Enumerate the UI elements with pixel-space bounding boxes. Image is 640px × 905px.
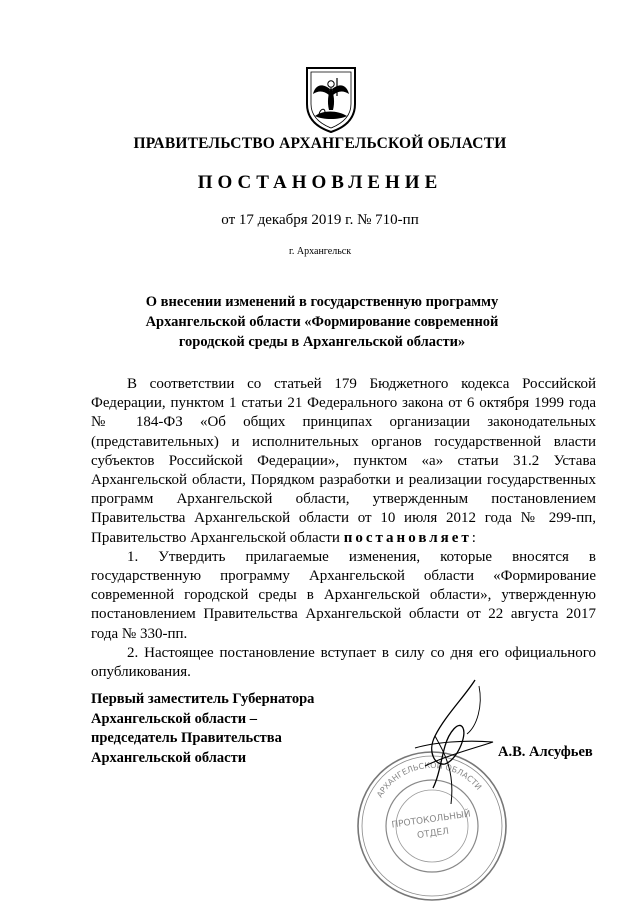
subject-line: О внесении изменений в государственную программу: [145, 294, 499, 310]
signatory-title-line: Архангельской области –: [91, 710, 257, 727]
signatory-title-line: Архангельской области: [91, 749, 247, 766]
document-type: ПОСТАНОВЛЕНИЕ: [197, 172, 443, 193]
signatory-title-line: председатель Правительства: [91, 730, 282, 746]
subject-line: городской среды в Архангельской области»: [178, 334, 466, 350]
subject-line: Архангельской области «Формирование современной: [145, 314, 499, 330]
document-subject: [120, 292, 524, 352]
seal-ring-textpath: АРХАНГЕЛЬСКОЙ ОБЛАСТИ: [375, 760, 484, 800]
signatory-title-line: Первый заместитель Губернатора: [91, 691, 315, 707]
preamble-text: В соответствии со статьей 179 Бюджетного кодекса Российской Федерации, пунктом 1 статьи 21 Федерального закона от 6 октября 1999 года № 184-ФЗ «Об общих принципах организации законодательных (представительных) и исполнительных органов государственной власти субъектов Российской Федерации», пунктом «а» статьи 31.2 Устава Архангельской области, Порядком разработки и реализации государственных программ Архангельской области, утвержденным постановлением Правительства Архангельской области от 10 июля 2012 года № 299-пп, Правительство Архангельской области: [91, 376, 596, 546]
decides-colon: :: [471, 529, 476, 546]
signatory-name: А.В. Алсуфьев: [498, 744, 593, 760]
coat-of-arms-emblem: [303, 64, 359, 134]
signatory-title: [91, 690, 314, 768]
document-body: [91, 375, 596, 682]
document-date-number: от 17 декабря 2019 г. № 710-пп: [221, 212, 419, 228]
decides-word: постановляет: [343, 529, 472, 546]
government-title: ПРАВИТЕЛЬСТВО АРХАНГЕЛЬСКОЙ ОБЛАСТИ: [133, 135, 507, 152]
handwritten-signature: [405, 676, 500, 811]
city-label: г. Архангельск: [288, 246, 352, 257]
item-1-paragraph: 1. Утвердить прилагаемые изменения, которые вносятся в государственную программу Архангельской области «Формирование современной городской среды в Архангельской области», утвержденную постановлением Правительства Архангельской области от 22 августа 2017 года № 330-пп.: [91, 548, 596, 642]
item-2-paragraph: 2. Настоящее постановление вступает в силу со дня его официального опубликования.: [91, 644, 596, 681]
seal-center-line: ПРОТОКОЛЬНЫЙ: [390, 809, 472, 831]
seal-center-line: ОТДЕЛ: [416, 826, 450, 842]
preamble-paragraph: [91, 375, 596, 548]
